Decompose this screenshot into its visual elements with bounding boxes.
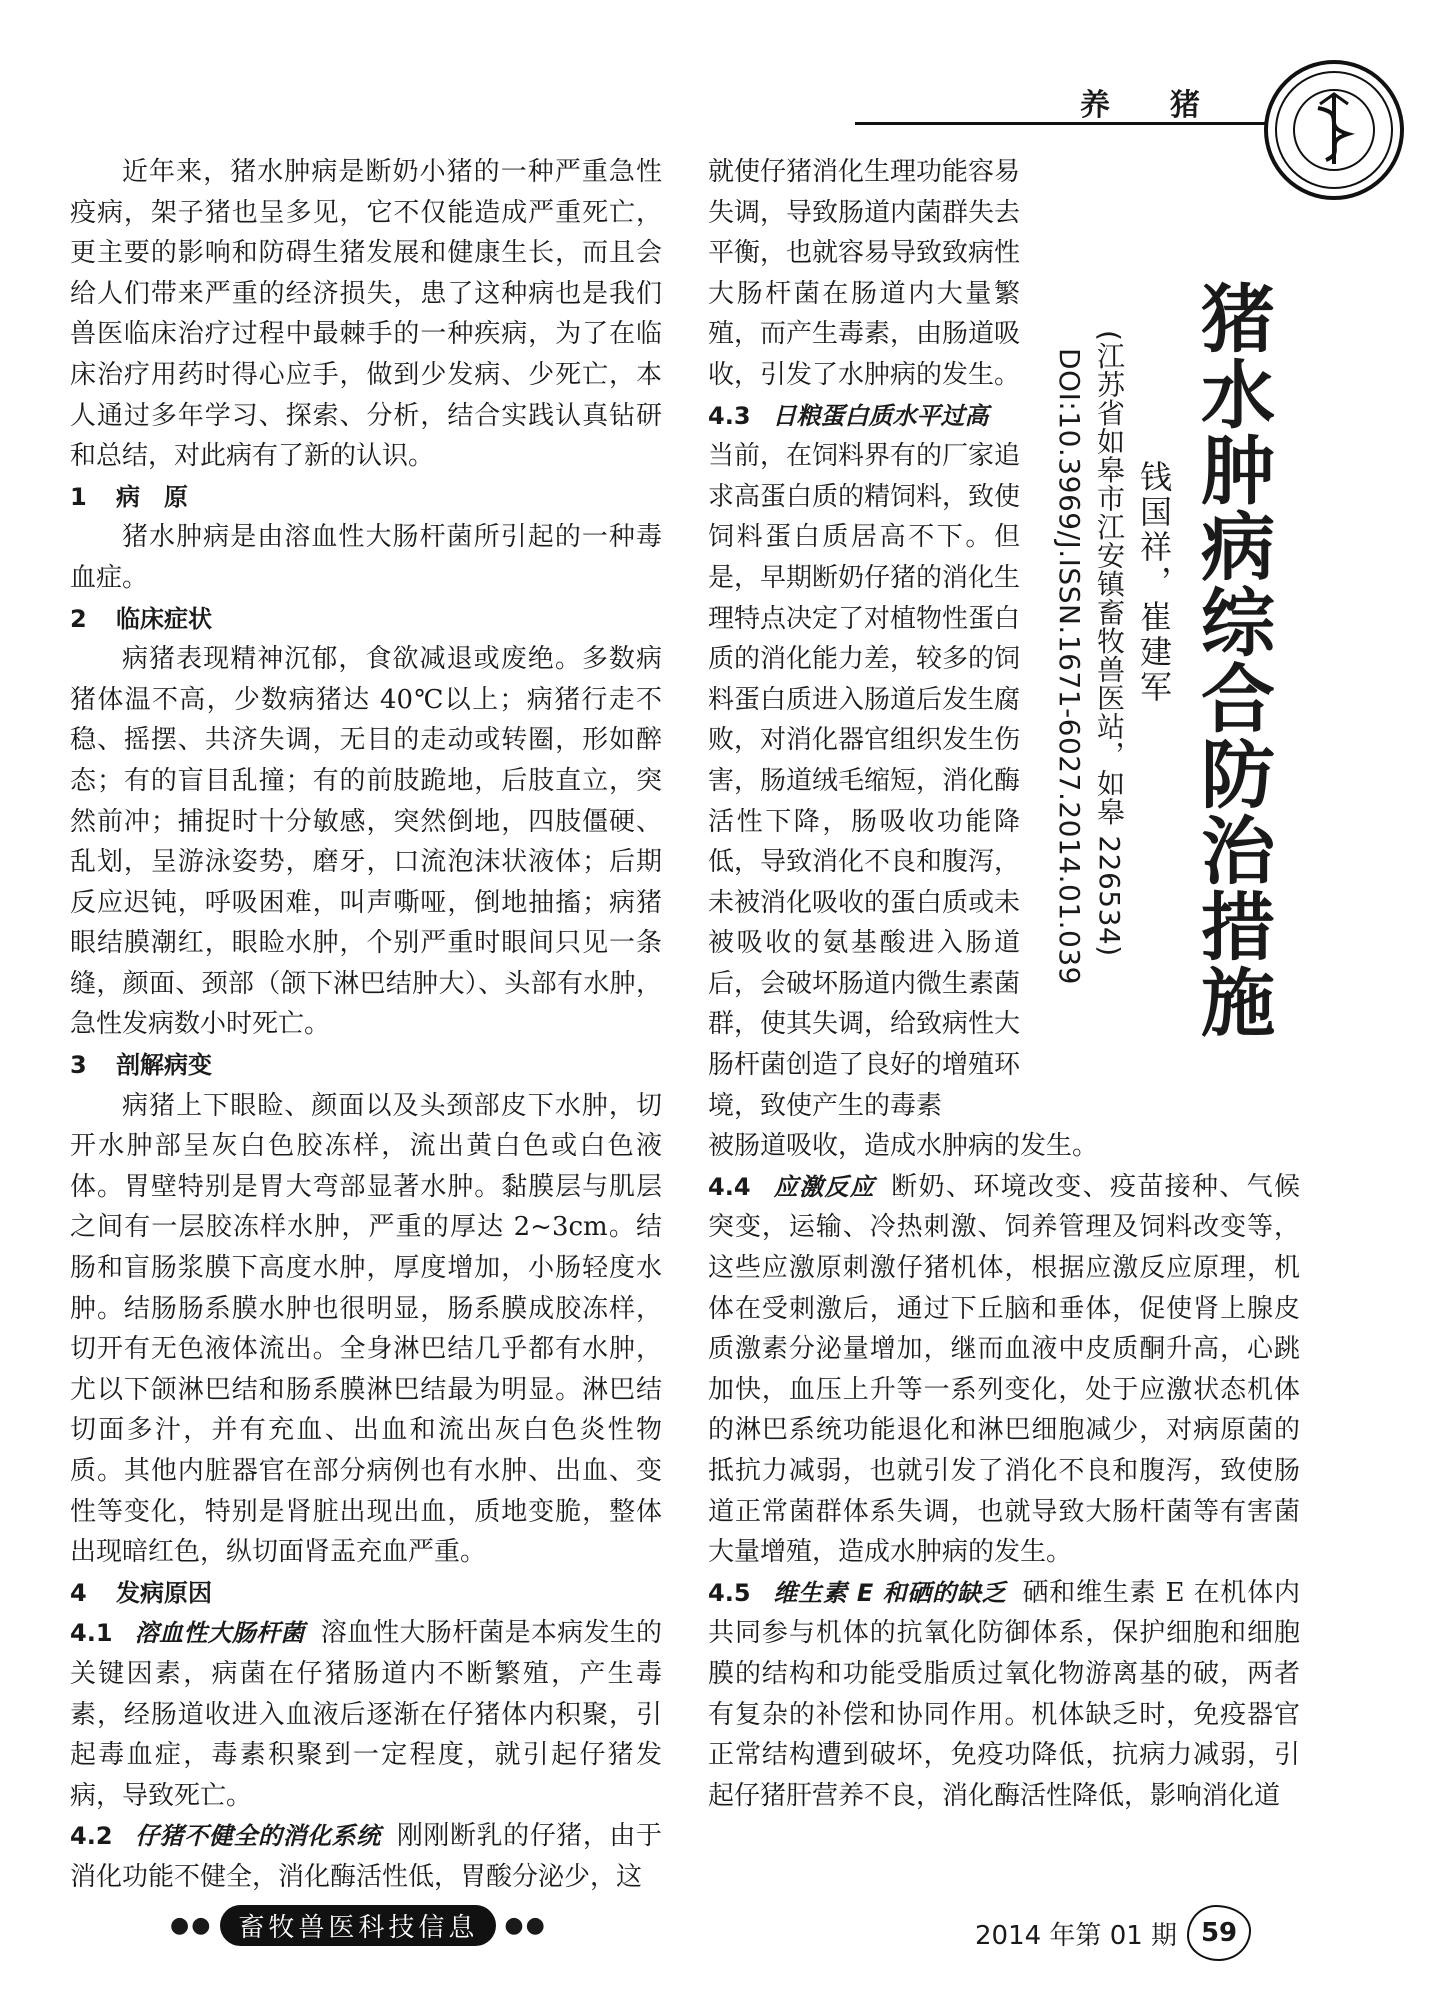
subsection-4-3-text-end: 被肠道吸收，造成水肿病的发生。: [708, 1131, 1099, 1162]
section-heading-3: 3 剖解病变: [70, 1051, 212, 1080]
subsection-4-1: 4.1 溶血性大肠杆菌 溶血性大肠杆菌是本病发生的关键因素，病菌在仔猪肠道内不断繁殖，产生毒素，经肠道收进入血液后逐渐在仔猪体内积聚，引起毒血症，毒素积聚到一定程度，就引起仔猪发病，导致死亡。: [70, 1618, 662, 1811]
footer-dots-right: ●●: [504, 1912, 547, 1938]
article-authors: 钱国祥，崔建军: [1135, 460, 1173, 705]
subsection-4-3-heading: 4.3 日粮蛋白质水平过高: [708, 401, 989, 430]
intro-paragraph: 近年来，猪水肿病是断奶小猪的一种严重急性疫病，架子猪也呈多见，它不仅能造成严重死亡，更主要的影响和防碍生猪发展和健康生长，而且会给人们带来严重的经济损失，患了这种病也是我们兽医临床治疗过程中最棘手的一种疾病，为了在临床治疗用药时得心应手，做到少发病、少死亡，本人通过多年学习、探索、分析，结合实践认真钻研和总结，对此病有了新的认识。: [70, 157, 662, 472]
footer-dots-left: ●●: [170, 1912, 213, 1938]
section-2-text: 病猪表现精神沉郁，食欲减退或废绝。多数病猪体温不高，少数病猪达 40℃以上；病猪行走不稳、摇摆、共济失调，无目的走动或转圈，形如醉态；有的盲目乱撞；有的前肢跪地，后肢直立，突然前冲；捕捉时十分敏感，突然倒地，四肢僵硬、乱划，呈游泳姿势，磨牙，口流泡沫状液体；后期反应迟钝，呼吸困难，叫声嘶哑，倒地抽搐；病猪眼结膜潮红，眼睑水肿，个别严重时眼间只见一条缝，颜面、颈部（颌下淋巴结肿大）、头部有水肿，急性发病数小时死亡。: [70, 644, 662, 1040]
section-label: 养猪: [1080, 88, 1260, 123]
issue-label: 2014 年第 01 期: [975, 1920, 1178, 1951]
subsection-4-2-continued: 就使仔猪消化生理功能容易失调，导致肠道内菌群失去平衡，也就容易导致致病性大肠杆菌在肠道内大量繁殖，而产生毒素，由肠道吸收，引发了水肿病的发生。: [708, 157, 1021, 390]
footer-journal: [170, 1905, 547, 1945]
subsection-4-3-text: 当前，在饲料界有的厂家追求高蛋白质的精饲料，致使饲料蛋白质居高不下。但是，早期断奶仔猪的消化生理特点决定了对植物性蛋白质的消化能力差，较多的饲料蛋白质进入肠道后发生腐败，对消化器官组织发生伤害，肠道绒毛缩短，消化酶活性下降，肠吸收功能降低，导致消化不良和腹泻，未被消化吸收的蛋白质或未被吸收的氨基酸进入肠道后，会破坏肠道内微生素菌群，使其失调，给致病性大肠杆菌创造了良好的增殖环境，致使产生的毒素: [708, 441, 1021, 1121]
section-heading-4: 4 发病原因: [70, 1578, 212, 1607]
article-doi: DOI:10.3969/J.ISSN.1671-6027.2014.01.039: [1053, 348, 1086, 985]
subsection-4-5: 4.5 维生素 E 和硒的缺乏 硒和维生素 E 在机体内共同参与机体的抗氧化防御体系，保护细胞和细胞膜的结构和功能受脂质过氧化物游离基的破，两者有复杂的补偿和协同作用。机体缺乏时，免疫器官正常结构遭到破坏，免疫功降低，抗病力减弱，引起仔猪肝营养不良，消化酶活性降低，影响消化道: [708, 1577, 1300, 1811]
journal-name: 畜牧兽医科技信息: [220, 1905, 496, 1946]
subsection-4-2-heading: 4.2 仔猪不健全的消化系统: [70, 1822, 381, 1851]
right-column: [708, 152, 1300, 1816]
subsection-4-5-heading: 4.5 维生素 E 和硒的缺乏: [708, 1578, 1007, 1607]
page-number: 59: [1187, 1905, 1251, 1961]
subsection-4-1-heading: 4.1 溶血性大肠杆菌: [70, 1619, 305, 1648]
subsection-4-4-heading: 4.4 应激反应: [708, 1172, 876, 1201]
section-3-text: 病猪上下眼睑、颜面以及头颈部皮下水肿，切开水肿部呈灰白色胶冻样，流出黄白色或白色液体。胃壁特别是胃大弯部显著水肿。黏膜层与肌层之间有一层胶冻样水肿，严重的厚达 2~3cm。结肠和盲肠浆膜下高度水肿，厚度增加，小肠轻度水肿。结肠肠系膜水肿也很明显，肠系膜成胶冻样，切开有无色液体流出。全身淋巴结几乎都有水肿，尤以下颌淋巴结和肠系膜淋巴结最为明显。淋巴结切面多汁，并有充血、出血和流出灰白色炎性物质。其他内脏器官在部分病例也有水肿、出血、变性等变化，特别是肾脏出现出血，质地变脆，整体出现暗红色，纵切面肾盂充血严重。: [70, 1090, 662, 1568]
section-heading-1: 1 病 原: [70, 482, 188, 511]
subsection-4-2: 4.2 仔猪不健全的消化系统 刚刚断乳的仔猪，由于消化功能不健全，消化酶活性低，胃酸分泌少，这: [70, 1821, 662, 1892]
subsection-4-4: 4.4 应激反应 断奶、环境改变、疫苗接种、气候突变，运输、冷热刺激、饲养管理及饲料改变等，这些应激原刺激仔猪机体，根据应激反应原理，机体在受刺激后，通过下丘脑和垂体，促使肾上腺皮质激素分泌量增加，继而血液中皮质酮升高，心跳加快，血压上升等一系列变化，处于应激状态机体的淋巴系统功能退化和淋巴细胞减少，对病原菌的抵抗力减弱，也就引发了消化不良和腹泻，致使肠道正常菌群体系失调，也就导致大肠杆菌等有害菌大量增殖，造成水肿病的发生。: [708, 1171, 1300, 1568]
left-column: [70, 152, 662, 1898]
section-1-text: 猪水肿病是由溶血性大肠杆菌所引起的一种毒血症。: [70, 522, 662, 593]
section-heading-2: 2 临床症状: [70, 604, 212, 633]
narrow-text-block: [708, 152, 1020, 1126]
footer-issue: [975, 1905, 1251, 1961]
article-affiliation: (江苏省如皋市江安镇畜牧兽医站，如皋 226534): [1093, 330, 1126, 957]
article-title: 猪水肿病综合防治措施: [1189, 280, 1275, 1040]
